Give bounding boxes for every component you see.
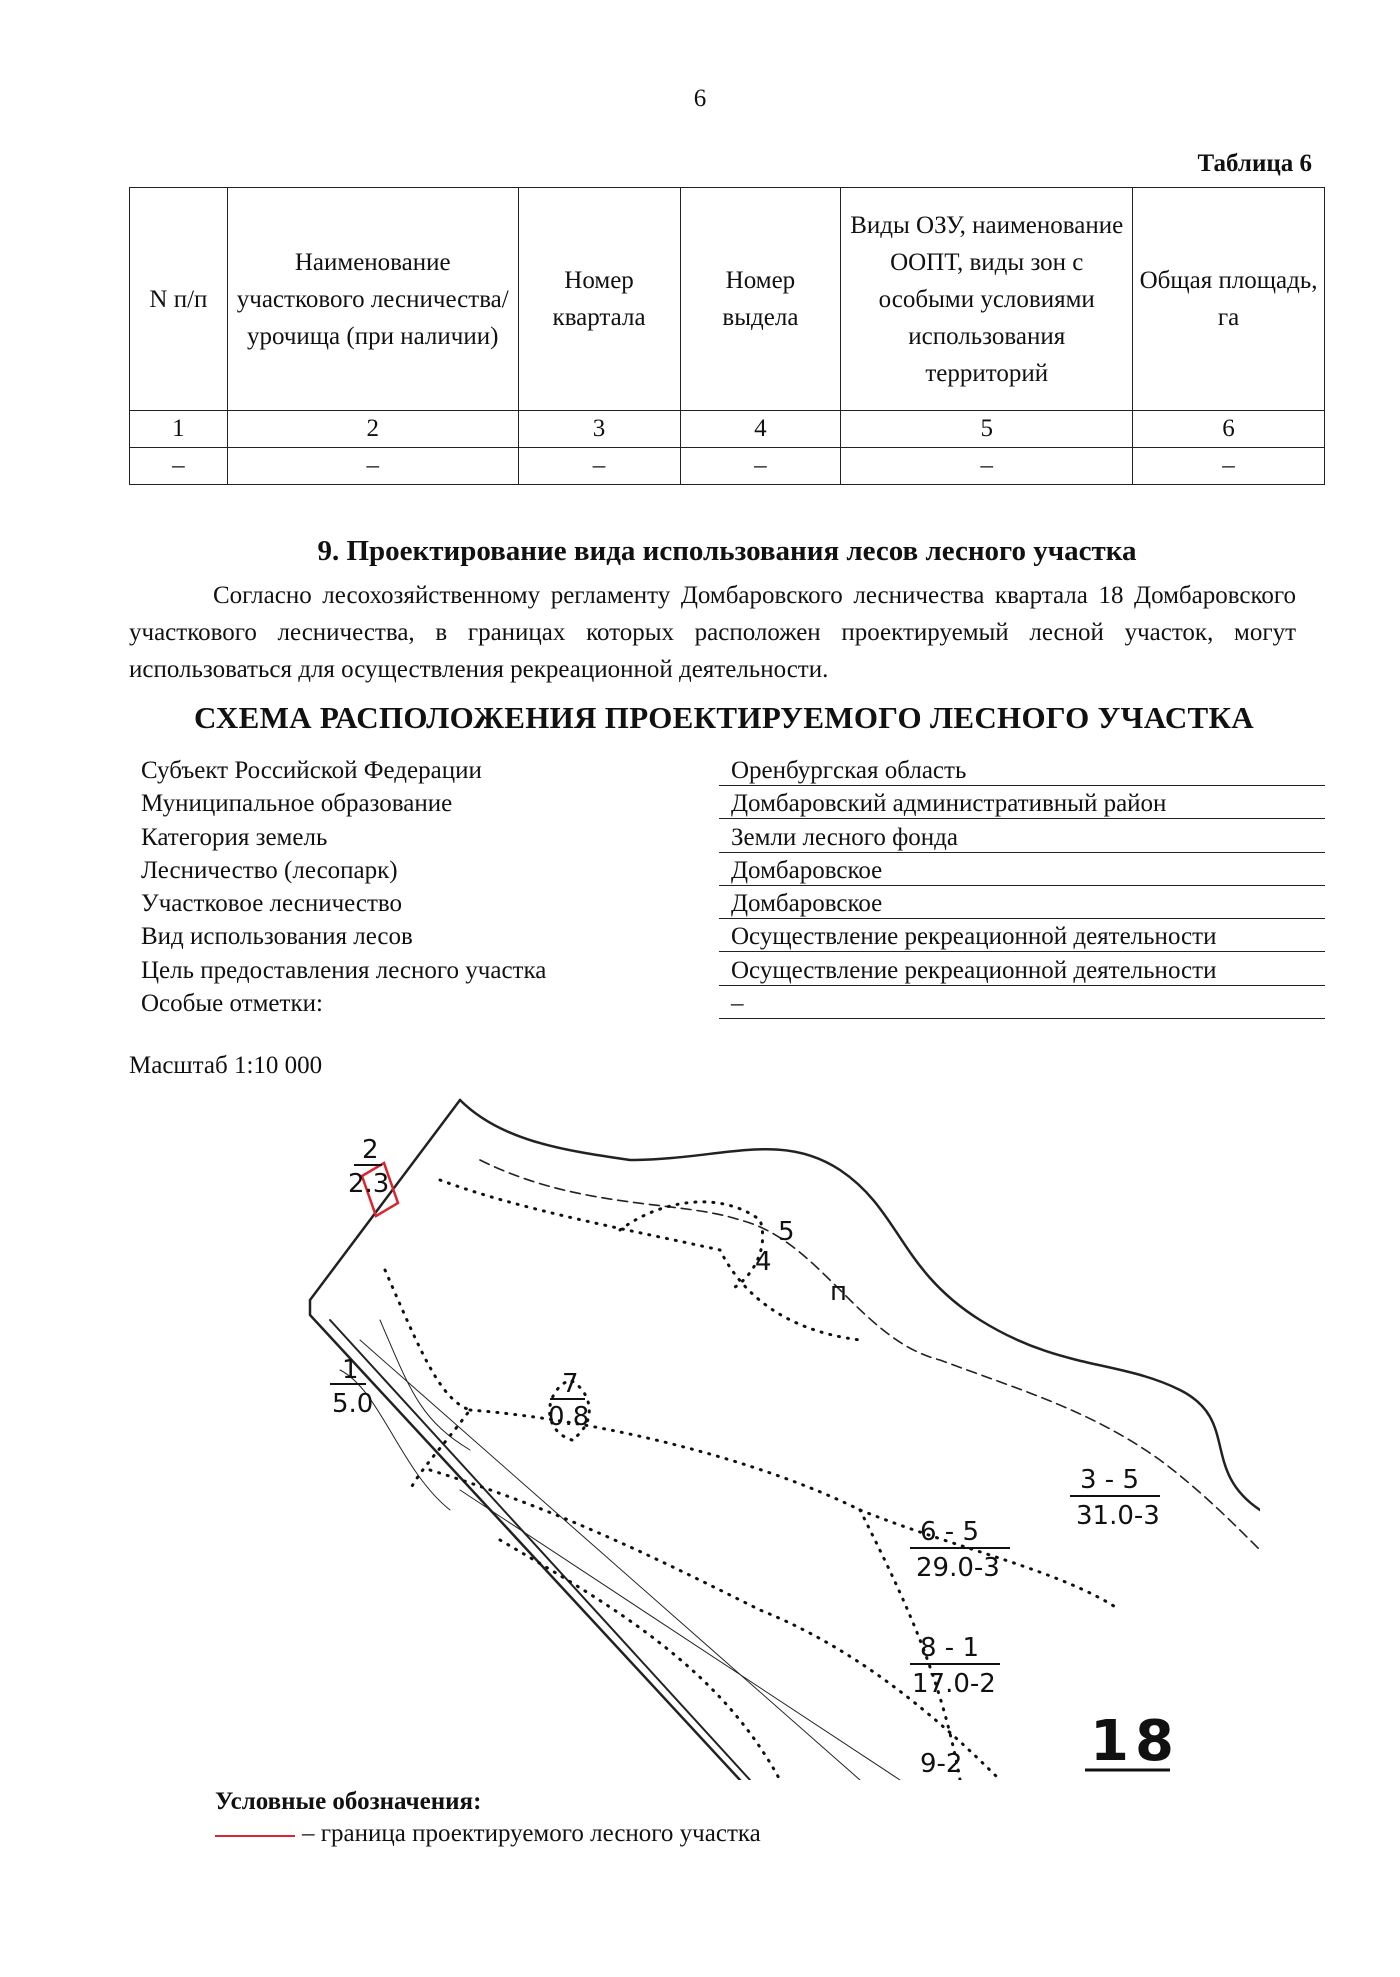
legend-red-line bbox=[215, 1835, 295, 1837]
plot-label-9-top: 9-2 bbox=[920, 1749, 963, 1779]
table-header-row bbox=[130, 188, 1325, 411]
column-number: 3 bbox=[518, 411, 680, 448]
page-number: 6 bbox=[693, 85, 707, 112]
property-row bbox=[129, 754, 1325, 787]
plot-label-6-bottom: 29.0-3 bbox=[916, 1553, 1000, 1583]
column-number: 5 bbox=[841, 411, 1133, 448]
table-cell: – bbox=[680, 448, 841, 485]
plot-label-7-top: 7 bbox=[562, 1369, 579, 1399]
plot-label-8-top: 8 - 1 bbox=[920, 1633, 979, 1663]
dashed-line bbox=[480, 1160, 1260, 1550]
table-row bbox=[130, 448, 1325, 485]
section-heading: 9. Проектирование вида использования лесов лесного участка bbox=[317, 535, 1137, 567]
plot-label-1-bottom: 5.0 bbox=[332, 1389, 374, 1419]
property-value: Осуществление рекреационной деятельности bbox=[719, 954, 1325, 986]
schema-properties bbox=[129, 754, 1325, 1020]
property-label: Лесничество (лесопарк) bbox=[141, 856, 398, 884]
small-label-p: п bbox=[830, 1277, 847, 1307]
header-cell: Виды ОЗУ, наименование ООПТ, виды зон с особыми условиями использования территорий bbox=[841, 188, 1133, 411]
property-value: Домбаровское bbox=[719, 854, 1325, 886]
property-value: – bbox=[719, 987, 1325, 1019]
property-label: Особые отметки: bbox=[141, 990, 323, 1018]
quarter-boundary bbox=[330, 1320, 750, 1780]
plot-label-7-bottom: 0.8 bbox=[548, 1402, 590, 1432]
plot-label-3-bottom: 31.0-3 bbox=[1076, 1501, 1160, 1531]
property-row bbox=[129, 987, 1325, 1020]
plot-label-6-top: 6 - 5 bbox=[920, 1517, 979, 1547]
legend-item-text: – граница проектируемого лесного участка bbox=[302, 1820, 761, 1847]
small-label-5: 5 bbox=[778, 1217, 795, 1247]
plot-label-2-bottom: 2.3 bbox=[348, 1169, 390, 1199]
property-label: Субъект Российской Федерации bbox=[141, 757, 482, 784]
dotted-contour bbox=[620, 1202, 763, 1290]
table-cell: – bbox=[518, 448, 680, 485]
forest-plot-map bbox=[300, 1090, 1260, 1780]
property-value: Домбаровский административный район bbox=[719, 787, 1325, 819]
property-row bbox=[129, 821, 1325, 854]
table-caption: Таблица 6 bbox=[1197, 150, 1312, 177]
plot-label-3-top: 3 - 5 bbox=[1080, 1465, 1139, 1495]
small-label-4: 4 bbox=[755, 1247, 772, 1277]
property-row bbox=[129, 854, 1325, 887]
dotted-contour bbox=[385, 1270, 470, 1490]
property-value: Осуществление рекреационной деятельности bbox=[719, 920, 1325, 952]
property-label: Участковое лесничество bbox=[141, 890, 403, 918]
property-label: Категория земель bbox=[141, 823, 328, 851]
plot-label-1-top: 1 bbox=[342, 1355, 359, 1385]
header-cell: Номер квартала bbox=[518, 188, 680, 411]
table-cell: – bbox=[227, 448, 518, 485]
quarter-boundary bbox=[460, 1100, 1260, 1510]
header-cell: Номер выдела bbox=[680, 188, 841, 411]
property-value: Земли лесного фонда bbox=[719, 821, 1325, 853]
column-number: 6 bbox=[1133, 411, 1325, 448]
column-number: 2 bbox=[227, 411, 518, 448]
section-paragraph: Согласно лесохозяйственному регламенту Домбаровского лесничества квартала 18 Домбаровского участкового лесничества, в границах которых расположен проектируемый лесной участок, могут использоваться для осуществления рекреационной деятельности. bbox=[129, 582, 1296, 683]
table-cell: – bbox=[130, 448, 228, 485]
property-label: Муниципальное образование bbox=[141, 790, 453, 818]
property-row bbox=[129, 954, 1325, 987]
header-cell: Общая площадь, га bbox=[1133, 188, 1325, 411]
column-number-row bbox=[130, 411, 1325, 448]
property-value: Оренбургская область bbox=[719, 754, 1325, 786]
header-cell: Наименование участкового лесничества/урочища (при наличии) bbox=[227, 188, 518, 411]
legend-title: Условные обозначения: bbox=[215, 1788, 482, 1815]
table-cell: – bbox=[841, 448, 1133, 485]
property-row bbox=[129, 887, 1325, 920]
map-scale: Масштаб 1:10 000 bbox=[129, 1052, 323, 1079]
header-cell: N п/п bbox=[130, 188, 228, 411]
plot-label-8-bottom: 17.0-2 bbox=[912, 1669, 996, 1699]
column-number: 1 bbox=[130, 411, 228, 448]
property-row bbox=[129, 787, 1325, 820]
property-label: Вид использования лесов bbox=[141, 923, 413, 951]
property-value: Домбаровское bbox=[719, 887, 1325, 919]
schema-title: СХЕМА РАСПОЛОЖЕНИЯ ПРОЕКТИРУЕМОГО ЛЕСНОГО УЧАСТКА bbox=[194, 700, 1254, 735]
quarter-number: 18 bbox=[1090, 1709, 1180, 1774]
quarter-boundary bbox=[310, 1100, 740, 1780]
property-row bbox=[129, 920, 1325, 953]
plot-label-2-top: 2 bbox=[362, 1135, 379, 1165]
road-line bbox=[460, 1490, 900, 1780]
property-label: Цель предоставления лесного участка bbox=[141, 956, 547, 984]
forest-table bbox=[129, 187, 1325, 485]
road-line bbox=[360, 1340, 860, 1780]
column-number: 4 bbox=[680, 411, 841, 448]
table-cell: – bbox=[1133, 448, 1325, 485]
road-line bbox=[380, 1320, 470, 1450]
